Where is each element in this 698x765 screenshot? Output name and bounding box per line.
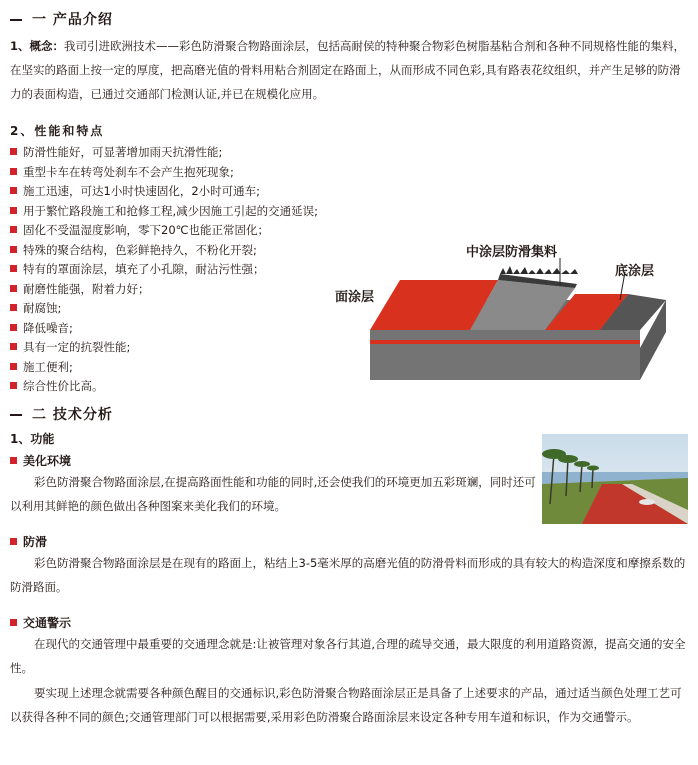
concept-text: 我司引进欧洲技术——彩色防滑聚合物路面涂层，包括高耐侯的特种聚合物彩色树脂基粘合剂和各种不同规格性能的集料，在坚实的路面上按一定的厚度，把高磨光值的骨料用粘合剂固定在路面上，从而形成不同色彩,具有路表花纹组织，并产生足够的防滑力的表面构造，已通过交通部门检测认证,并已在规模化应用。 — [10, 39, 686, 101]
function-item-title-text: 防滑 — [23, 535, 48, 549]
dash-marker — [10, 19, 22, 21]
function-item-title — [10, 452, 71, 469]
feature-item — [10, 260, 265, 279]
bullet-square-icon — [10, 207, 17, 214]
feature-text: 重型卡车在转弯处刹车不会产生抱死现象; — [23, 164, 234, 179]
bullet-square-icon — [10, 619, 17, 626]
feature-text: 耐磨性能强，附着力好； — [23, 281, 150, 296]
section-title-tech-analysis — [10, 404, 113, 424]
bullet-square-icon — [10, 457, 17, 464]
feature-text: 综合性价比高。 — [23, 379, 104, 393]
bullet-square-icon — [10, 538, 17, 545]
bullet-square-icon — [10, 168, 17, 175]
function-item-title-text: 交通警示 — [23, 616, 72, 630]
dash-marker — [10, 414, 22, 416]
feature-text: 用于繁忙路段施工和抢修工程,减少因施工引起的交通延误; — [23, 203, 319, 218]
feature-text: 特殊的聚合结构，色彩鲜艳持久，不粉化开裂; — [23, 242, 257, 257]
function-item-paragraph: 要实现上述理念就需要各种颜色醒目的交通标识,彩色防滑聚合物路面涂层正是具备了上述要求的产品，通过适当颜色处理工艺可以获得各种不同的颜色;交通管理部门可以根据需要,采用彩色防滑聚合路面涂层来设定各种专用车道和标识，作为交通警示。 — [10, 686, 682, 724]
feature-text: 施工便利; — [23, 359, 73, 374]
concept-label: 1、概念： — [10, 39, 65, 53]
bullet-square-icon — [10, 285, 17, 292]
section-title-text: 二 技术分析 — [32, 407, 113, 423]
function-item-title — [10, 614, 71, 631]
bullet-square-icon — [10, 226, 17, 233]
aggregate-particles — [500, 266, 578, 274]
feature-item — [10, 143, 222, 162]
feature-item — [10, 338, 130, 357]
function-item-paragraph: 彩色防滑聚合物路面涂层是在现有的路面上，粘结上3-5毫米厚的高磨光值的防滑骨料而形成的具有较大的构造深度和摩擦系数的防滑路面。 — [10, 556, 686, 594]
section-title-product-intro — [10, 9, 113, 29]
feature-item — [10, 358, 73, 377]
feature-text: 降低噪音; — [23, 320, 73, 335]
feature-text: 耐腐蚀; — [23, 301, 62, 315]
feature-text: 特有的罩面涂层，填充了小孔隙，耐沾污性强； — [23, 262, 265, 276]
feature-item — [10, 182, 260, 201]
feature-item — [10, 163, 234, 182]
label-base-layer: 底涂层 — [615, 264, 655, 279]
feature-text: 防滑性能好，可显著增加雨天抗滑性能; — [23, 145, 223, 159]
label-top-layer: 面涂层 — [335, 290, 375, 305]
bullet-square-icon — [10, 343, 17, 350]
function-item-title-text: 美化环境 — [23, 454, 72, 468]
feature-item — [10, 221, 269, 240]
base-red-stripe — [370, 340, 640, 344]
bullet-square-icon — [10, 324, 17, 331]
function-item-paragraph: 在现代的交通管理中最重要的交通理念就是:让被管理对象各行其道,合理的疏导交通，最大限度的利用道路资源，提高交通的安全性。 — [10, 637, 686, 675]
function-item-paragraph: 彩色防滑聚合物路面涂层,在提高路面性能和功能的同时,还会使我们的环境更加五彩斑斓，同时还可以利用其鲜艳的颜色做出各种图案来美化我们的环境。 — [10, 475, 536, 513]
function-title: 1、功能 — [10, 432, 55, 446]
bullet-square-icon — [10, 382, 17, 389]
bullet-square-icon — [10, 187, 17, 194]
feature-item — [10, 241, 257, 260]
bullet-square-icon — [10, 246, 17, 253]
feature-item — [10, 377, 104, 396]
road-photo — [542, 434, 688, 524]
feature-text: 施工迅速，可达1小时快速固化，2小时可通车; — [23, 184, 261, 198]
section-title-text: 一 产品介绍 — [32, 12, 113, 28]
feature-item — [10, 299, 61, 318]
base-slab-front — [370, 330, 640, 380]
label-middle-layer: 中涂层防滑集料 — [466, 245, 558, 260]
feature-item — [10, 319, 73, 338]
feature-item — [10, 280, 150, 299]
bullet-square-icon — [10, 304, 17, 311]
function-item-title — [10, 533, 47, 550]
bullet-square-icon — [10, 363, 17, 370]
bullet-square-icon — [10, 265, 17, 272]
feature-text: 具有一定的抗裂性能; — [23, 340, 131, 354]
feature-item — [10, 202, 318, 221]
feature-text: 固化不受温湿度影响，零下20℃也能正常固化； — [23, 223, 270, 237]
bullet-square-icon — [10, 148, 17, 155]
features-title: 2、性能和特点 — [10, 124, 105, 138]
concept-paragraph — [10, 34, 688, 106]
